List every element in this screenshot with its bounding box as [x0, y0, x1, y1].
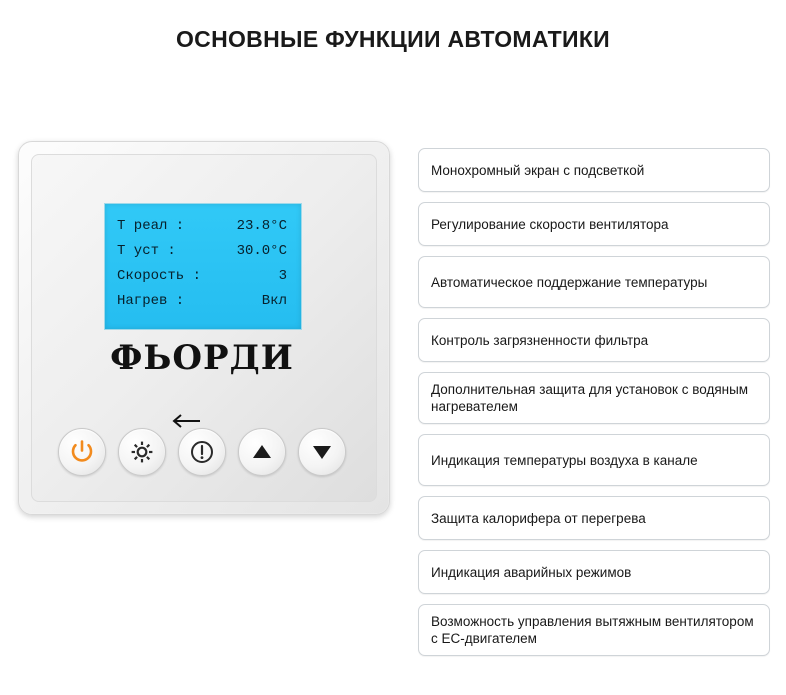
- power-button[interactable]: [58, 428, 106, 476]
- feature-item: Защита калорифера от перегрева: [418, 496, 770, 540]
- down-button[interactable]: [298, 428, 346, 476]
- feature-item: Автоматическое поддержание температуры: [418, 256, 770, 308]
- feature-item: Индикация аварийных режимов: [418, 550, 770, 594]
- triangle-up-icon: [250, 440, 274, 464]
- lcd-row-value: Вкл: [261, 293, 287, 309]
- lcd-row: [105, 262, 301, 290]
- feature-list: [418, 148, 770, 666]
- feature-item: Регулирование скорости вентилятора: [418, 202, 770, 246]
- brand-label: ФЬОРДИ: [110, 338, 294, 378]
- lcd-row-value: 23.8°C: [236, 218, 287, 234]
- feature-item: Монохромный экран с подсветкой: [418, 148, 770, 192]
- lcd-row: [105, 237, 301, 265]
- lcd-display: [104, 203, 302, 330]
- page-title: ОСНОВНЫЕ ФУНКЦИИ АВТОМАТИКИ: [175, 26, 610, 52]
- triangle-down-icon: [310, 440, 334, 464]
- lcd-row: [105, 287, 301, 315]
- feature-item: Дополнительная защита для установок с водяным нагревателем: [418, 372, 770, 424]
- lcd-row-label: Скорость :: [117, 268, 202, 284]
- alarm-button[interactable]: [178, 428, 226, 476]
- lcd-row-label: T уст :: [117, 243, 176, 259]
- power-icon: [69, 439, 95, 465]
- settings-button[interactable]: [118, 428, 166, 476]
- lcd-row-value: 3: [278, 268, 287, 284]
- feature-item: Возможность управления вытяжным вентилятором с EC-двигателем: [418, 604, 770, 656]
- lcd-row-label: Нагрев :: [117, 293, 185, 309]
- lcd-row: [105, 212, 301, 240]
- gear-icon: [129, 439, 155, 465]
- feature-item: Контроль загрязненности фильтра: [418, 318, 770, 362]
- exclamation-icon: [189, 439, 215, 465]
- up-button[interactable]: [238, 428, 286, 476]
- lcd-row-value: 30.0°C: [236, 243, 287, 259]
- feature-item: Индикация температуры воздуха в канале: [418, 434, 770, 486]
- lcd-row-label: T реал :: [117, 218, 185, 234]
